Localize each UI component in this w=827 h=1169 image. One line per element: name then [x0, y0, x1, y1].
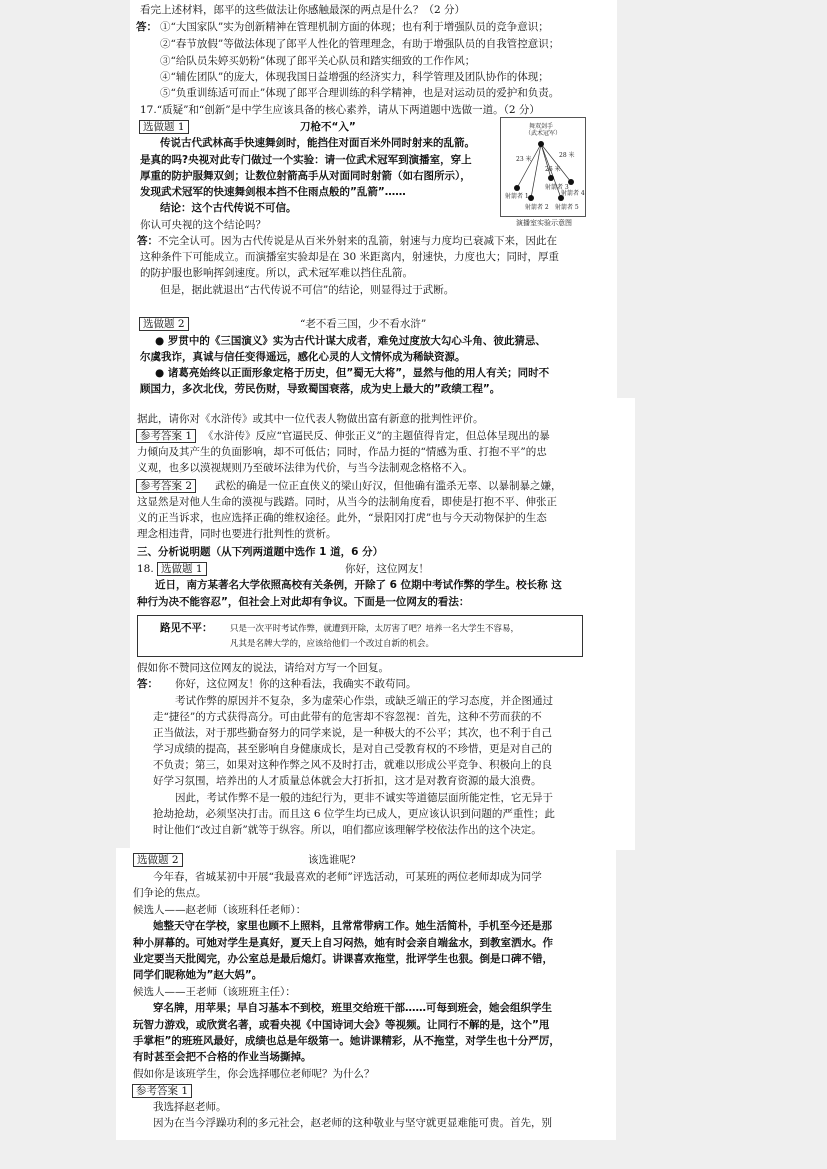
quote-text: 只是一次平时考试作弊，就遭到开除，太厉害了吧？培养一名大学生不容易， — [230, 624, 520, 634]
ref-answer-2-box: 参考答案 2 — [136, 479, 196, 493]
candidate-2-text: 穿名牌，用苹果；早自习基本不到校，班里交给班干部……可每到班会，她会组织学生 — [153, 1002, 552, 1014]
ref-answer-2-text: 武松的确是一位正直侠义的梁山好汉，但他确有滥杀无辜、以暴制暴之嫌， — [215, 480, 562, 492]
q18-ask: 假如你不赞同这位网友的说法，请给对方写一个回复。 — [137, 662, 389, 674]
section-heading: 三、分析说明题（从下列两道题中选作 1 道，6 分） — [137, 546, 384, 558]
q18-answer-body: 正当做法，对于那些勤奋努力的同学来说，是一种极大的不公平；其次，也不利于自己 — [153, 727, 552, 739]
q18b-intro: 们争论的焦点。 — [133, 887, 207, 899]
q17-option1-answer-label: 答： — [137, 235, 158, 247]
q17-option1-conclusion: 结论：这个古代传说不可信。 — [160, 202, 297, 214]
ref-answer-1-text: 《水浒传》反应“官逼民反、伸张正义”的主题值得肯定，但总体呈现出的暴 — [203, 430, 550, 442]
q18-number: 18. — [137, 563, 154, 575]
q16-answer-label: 答： — [136, 21, 157, 33]
q18-answer-greeting: 你好，这位网友！你的这种看法，我确实不敢苟同。 — [175, 678, 417, 690]
fig-caption: 演播室实验示意图 — [516, 219, 572, 227]
q17-option1-box: 选做题 1 — [139, 120, 189, 134]
ref-answer-2-text: 义的正当诉求，也应选择正确的维权途径。此外，“景阳冈打虎”也与今天动物保护的生态 — [137, 512, 547, 524]
q16-question-line: 看完上述材料，郎平的这些做法让你感触最深的两点是什么？（2 分） — [140, 4, 466, 16]
q18-option1-box: 选做题 1 — [157, 562, 207, 576]
quote-label: 路见不平： — [160, 622, 213, 634]
archer-dot — [548, 175, 554, 181]
swordsman-dot — [538, 141, 544, 147]
fig-label: 舞双剑手 — [529, 123, 554, 130]
q17-option1-answer: 这种条件下可能成立。而演播室实验却是在 30 米距离内，射速快，力度也大；同时，厚重 — [140, 251, 560, 263]
fig-label: 射箭者 2 — [525, 204, 549, 211]
q18-answer-body: 不负责；第三，如果对这种作弊之风不及时打击，就难以形成公平竞争、积极向上的良 — [153, 759, 552, 771]
q18b-intro: 今年春，省城某初中开展“我最喜欢的老师”评选活动，可某班的两位老师却成为同学 — [153, 871, 542, 883]
q18-text: 种行为决不能容忍”，但社会上对此却有争议。下面是一位网友的看法： — [137, 596, 470, 608]
q17-option1-text: 传说古代武林高手快速舞剑时，能挡住对面百米外同时射来的乱箭。 — [160, 137, 475, 149]
q17-option2-title: “老不看三国，少不看水浒” — [300, 318, 427, 330]
fig-label: 射箭者 5 — [555, 204, 579, 211]
q18-answer-end: 因此，考试作弊不是一般的违纪行为，更非不诚实等道德层面所能定性，它无异于 — [175, 792, 553, 804]
candidate-2-text: 手掌柜”的班班风最好，成绩也总是年级第一。她讲课精彩，从不拖堂，对学生也十分严厉， — [133, 1035, 560, 1047]
candidate-2-text: 玩智力游戏，或欣赏名著，或看央视《中国诗词大会》等视频。让同行不解的是，这个”甩 — [133, 1019, 550, 1031]
ref-answer-1-text: 义观，也多以漠视规则乃至破坏法律为代价，与当今法制观念格格不入。 — [137, 462, 473, 474]
q17-option1-text: 是真的吗?央视对此专门做过一个实验：请一位武术冠军到演播室，穿上 — [140, 154, 472, 166]
candidate-1-text: 同学们昵称她为”赵大妈”。 — [133, 969, 263, 981]
candidate-1-text: 她整天守在学校，家里也顾不上照料，且常常带病工作。她生活简朴，手机至今还是那 — [153, 920, 552, 932]
q17-option2-text: ● 诸葛亮始终以正面形象定格于历史，但”蜀无大将”，显然与他的用人有关；同时不 — [155, 367, 550, 379]
q18b-ref-text: 我选择赵老师。 — [153, 1101, 227, 1113]
q18-text: 近日，南方某著名大学依照高校有关条例，开除了 6 位期中考试作弊的学生。校长称 这 — [155, 579, 562, 591]
candidate-1-text: 种小屏幕的。可她对学生是真好，夏天上自习闷热，她有时会亲自端盆水，到教室洒水。作 — [133, 937, 553, 949]
candidate-2-heading: 候选人——王老师（该班班主任）： — [133, 986, 296, 998]
q17-option2-box: 选做题 2 — [139, 317, 189, 331]
fig-label: （武术冠军） — [525, 130, 562, 137]
q18-answer-end: 时让他们“改过自新”就等于纵容。所以，咱们都应该理解学校依法作出的这个决定。 — [153, 824, 542, 836]
ref-answer-1-text: 力倾向及其产生的负面影响，却不可低估；同时，作品力挺的“情感为重、打抱不平”的忠 — [137, 446, 547, 458]
q18-answer-end: 抢劫抢劫，必须坚决打击。而且这 6 位学生均已成人，更应该认识到问题的严重性；此 — [153, 808, 555, 820]
q18-answer-body: 学习成绩的提高，甚至影响自身健康成长，是对自己受教育权的不珍惜，更是对自己的 — [153, 743, 552, 755]
candidate-1-text: 业定要当天批阅完，办公室总是最后熄灯。讲课喜欢拖堂，批评学生也狠。倒是口碑不错， — [133, 953, 553, 965]
q17-option1-text: 厚重的防护服舞双剑；让数位射箭高手从对面同时射箭（如右图所示）， — [140, 170, 471, 182]
q17-option2-question: 据此，请你对《水浒传》或其中一位代表人物做出富有新意的批判性评价。 — [137, 413, 484, 425]
q18-answer-body: 考试作弊的原因并不复杂，多为虚荣心作祟，或缺乏端正的学习态度，并企图通过 — [175, 695, 553, 707]
quote-text: 凡其是名牌大学的，应该给他们一个改过自新的机会。 — [230, 639, 435, 649]
q17-option1-answer: 不完全认可。因为古代传说是从百米外射来的乱箭，射速与力度均已衰减下来，因此在 — [158, 235, 557, 247]
archer-dot — [514, 185, 520, 191]
ref-answer-1-box: 参考答案 1 — [136, 429, 196, 443]
q18-answer-body: 好学习氛围，培养出的人才质量总体就会大打折扣，这才是对教育资源的最大浪费。 — [153, 775, 542, 787]
q18-option1-title: 你好，这位网友！ — [345, 563, 429, 575]
fig-label: 射箭者 3 — [545, 184, 569, 191]
q16-answer-item: ③“给队员朱婷买奶粉”体现了郎平关心队员和踏实细致的工作作风； — [160, 55, 476, 67]
q17-option2-text: 顾国力，多次北伐，劳民伤财，导致蜀国衰落，成为史上最大的”政绩工程”。 — [140, 383, 501, 395]
q17-option1-answer: 但是，据此就退出“古代传说不可信”的结论，则显得过于武断。 — [160, 284, 455, 296]
q18-answer-label: 答： — [137, 678, 158, 690]
ref-answer-2-text: 这显然是对他人生命的漠视与践踏。同时，从当今的法制角度看，即使是打抱不平、伸张正 — [137, 496, 557, 508]
q18b-ask: 假如你是该班学生，你会选择哪位老师呢？为什么？ — [133, 1068, 375, 1080]
experiment-diagram — [500, 117, 586, 217]
fig-label: 26 米 — [545, 166, 561, 173]
q16-answer-item: ④“辅佐团队”的庞大，体现我国日益增强的经济实力，科学管理及团队协作的体现； — [160, 71, 549, 83]
q18-answer-body: 走“捷径”的方式获得高分。可由此带有的危害却不容忽视：首先，这种不劳而获的不 — [153, 711, 542, 723]
fig-label: 23 米 — [516, 156, 532, 163]
candidate-2-text: 有时甚至会把不合格的作业当场撕掉。 — [133, 1051, 312, 1063]
q17-option2-text: ● 罗贯中的《三国演义》实为古代计谋大成者，难免过度放大勾心斗角、彼此猜忌、 — [155, 335, 546, 347]
q17-stem: 17.“质疑”和“创新”是中学生应该具备的核心素养，请从下两道题中选做一道。（2 分） — [140, 104, 540, 116]
q18b-ref-text: 因为在当今浮躁功利的多元社会，赵老师的这种敬业与坚守就更显难能可贵。首先，别 — [153, 1117, 552, 1129]
ref-answer-2-text: 理念相违背，同时也要进行批判性的赏析。 — [137, 528, 337, 540]
q18b-box: 选做题 2 — [133, 853, 183, 867]
fig-label: 射箭者 1 — [505, 193, 529, 200]
q17-option1-question: 你认可央视的这个结论吗？ — [140, 219, 266, 231]
q16-answer-item: ⑤“负重训练适可而止”体现了郎平合理训练的科学精神，也是对运动员的爱护和负责。 — [160, 87, 560, 99]
q16-answer-item: ①“大国家队”实为创新精神在管理机制方面的体现；也有利于增强队员的竞争意识； — [160, 21, 549, 33]
q17-option1-answer: 的防护服也影响挥剑速度。所以，武术冠军难以挡住乱箭。 — [140, 267, 413, 279]
q16-answer-item: ②“春节放假”等做法体现了郎平人性化的管理理念，有助于增强队员的自我管控意识； — [160, 38, 560, 50]
q17-option1-text: 发现武术冠军的快速舞剑根本挡不住雨点般的”乱箭”…… — [140, 186, 406, 198]
q17-option2-text: 尔虞我诈，真诚与信任变得遥远，感化心灵的人文情怀成为稀缺资源。 — [140, 351, 466, 363]
q18b-ref-box: 参考答案 1 — [132, 1084, 192, 1098]
fig-label: 射箭者 4 — [561, 190, 585, 197]
fig-label: 28 米 — [559, 152, 575, 159]
q18b-title: 该选谁呢? — [308, 854, 356, 866]
q17-option1-title: 刀枪不“入” — [300, 121, 356, 133]
candidate-1-heading: 候选人——赵老师（该班科任老师）： — [133, 904, 307, 916]
